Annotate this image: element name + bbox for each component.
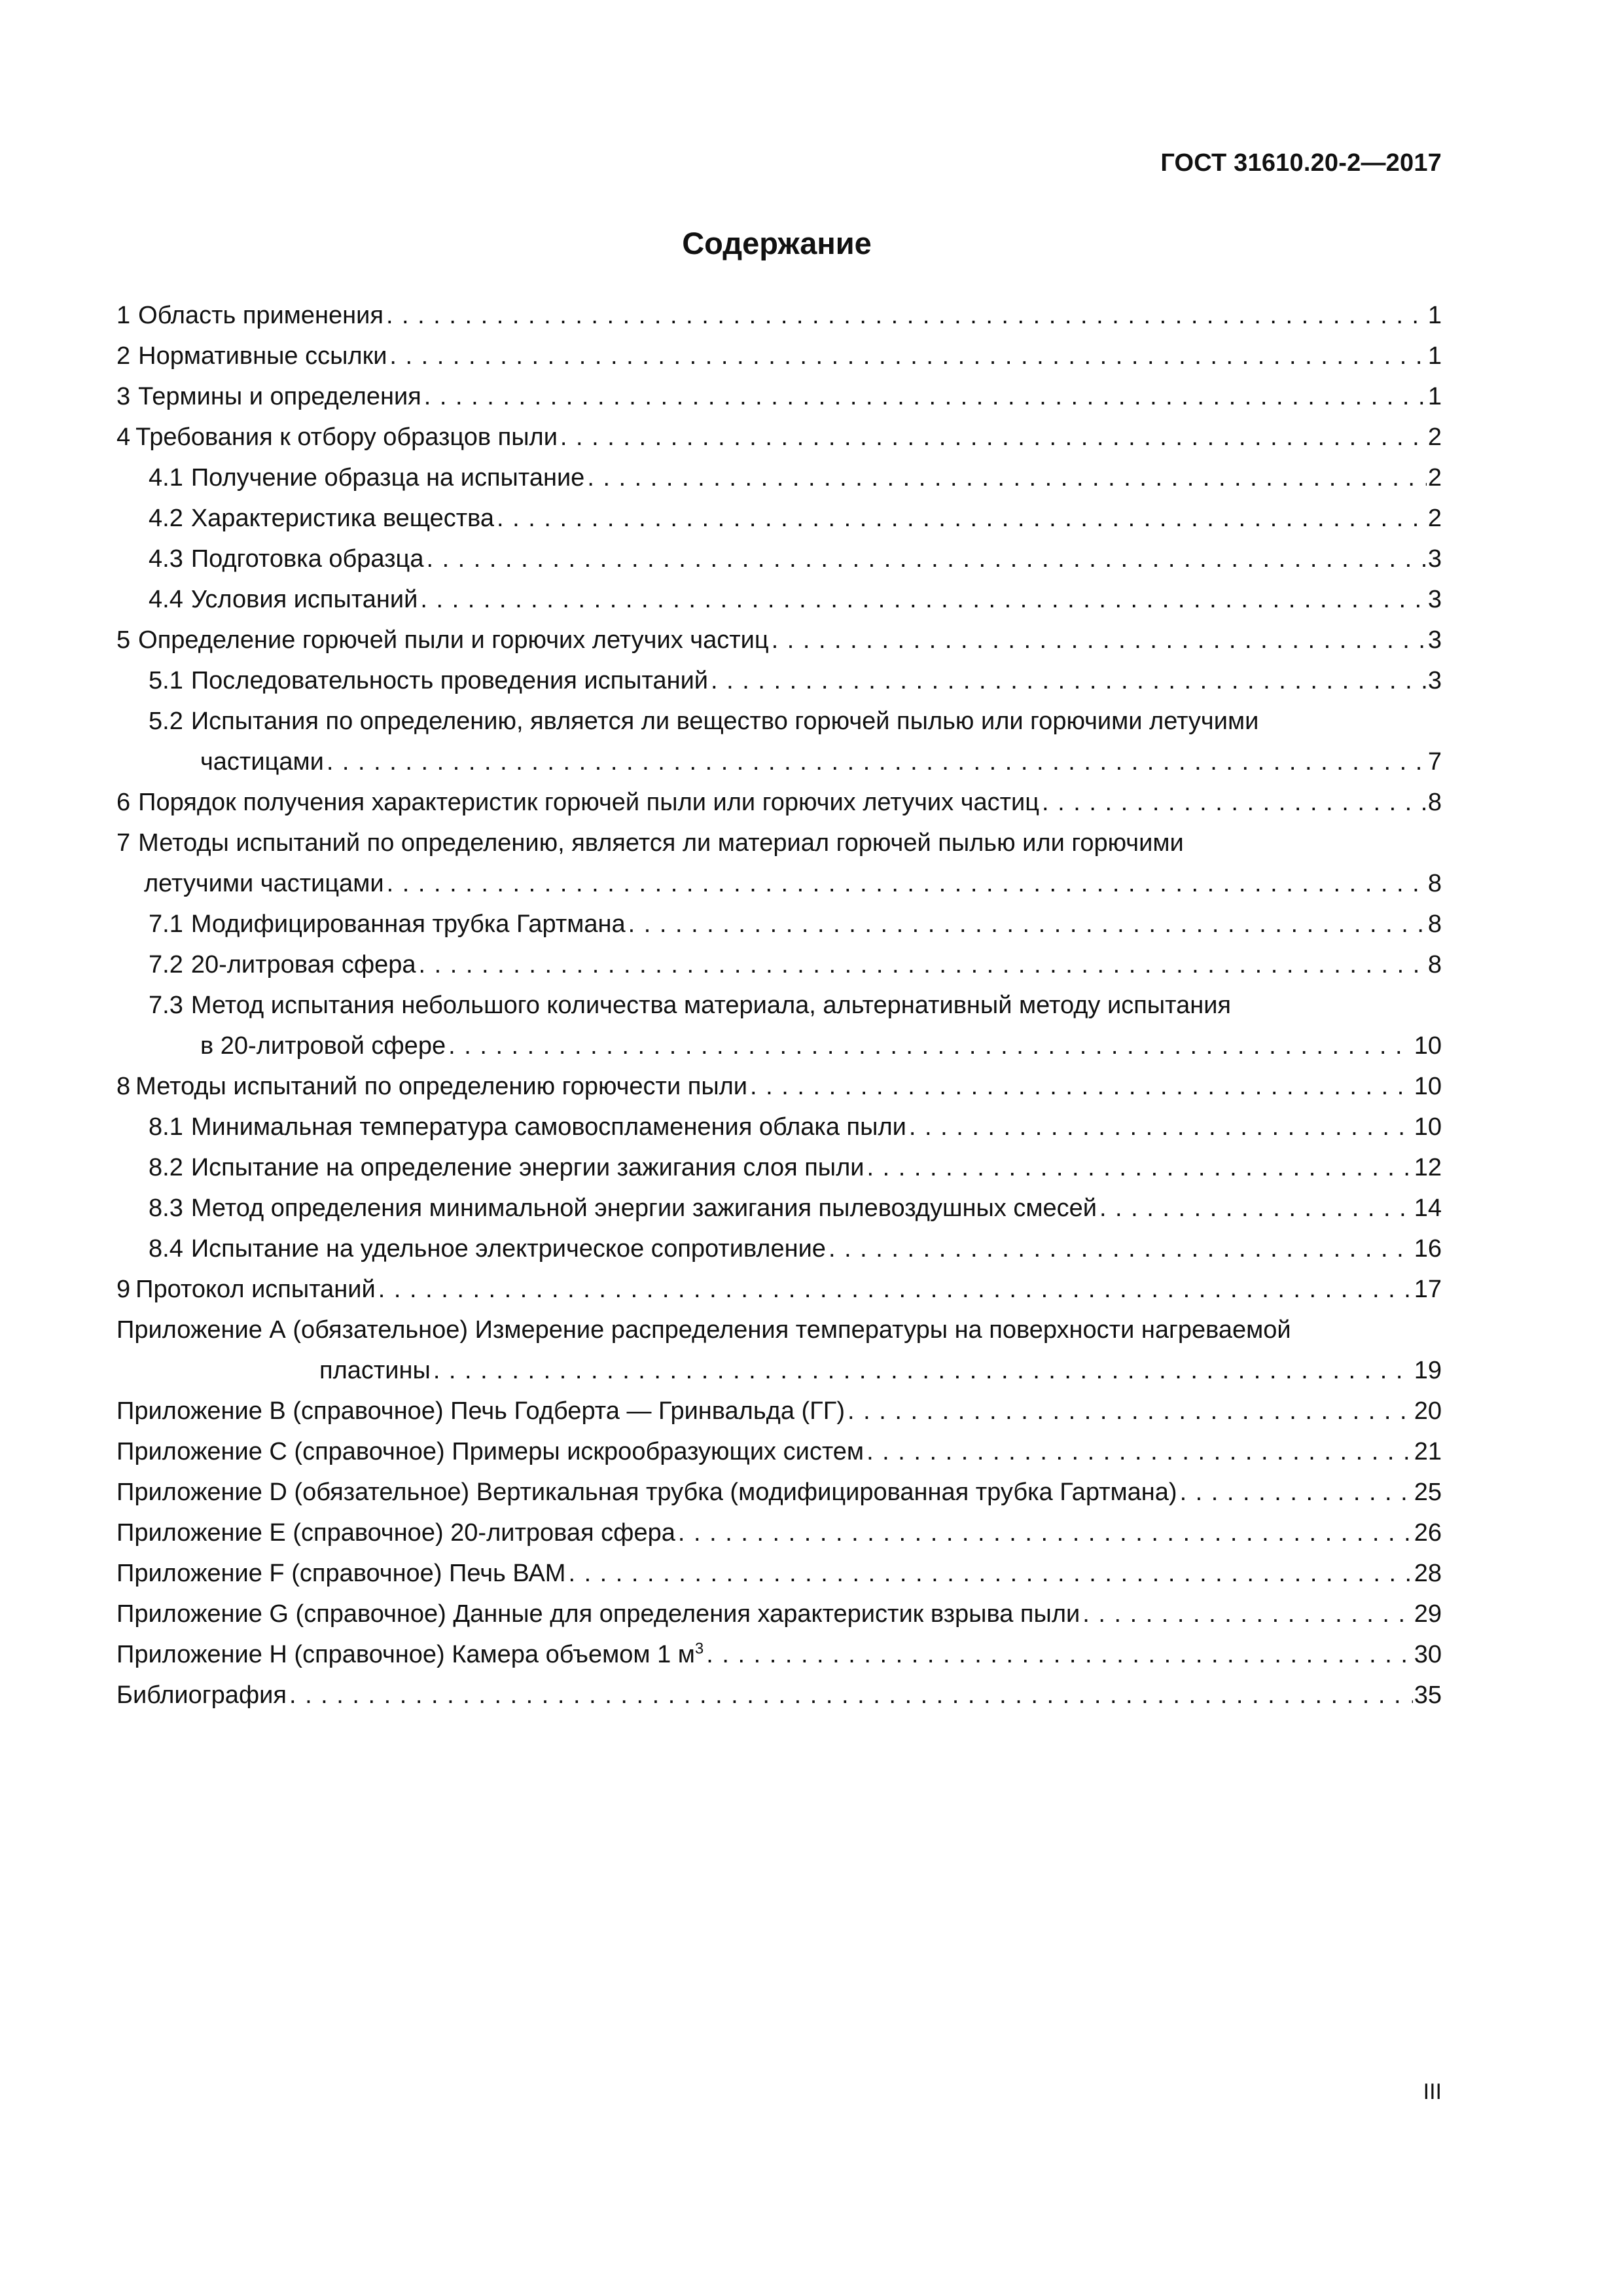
toc-page-number: 1: [1427, 383, 1442, 410]
toc-number: 3: [116, 383, 131, 410]
toc-entry[interactable]: [116, 1634, 1442, 1675]
toc-entry[interactable]: [116, 1229, 1442, 1269]
toc-title: Приложение С (справочное) Примеры искрообразующих систем: [116, 1438, 865, 1465]
dot-leader: [387, 863, 1427, 904]
toc-entry[interactable]: [116, 823, 1442, 904]
toc-entry[interactable]: [116, 1553, 1442, 1594]
dot-leader: [378, 1269, 1413, 1310]
toc-number: 5: [116, 626, 131, 654]
toc-page-number: 20: [1414, 1397, 1442, 1425]
toc-number: 7: [116, 829, 131, 857]
toc-page-number: 30: [1414, 1641, 1442, 1668]
toc-title: Приложение Н (справочное) Камера объемом 1 м: [116, 1641, 695, 1668]
dot-leader: [909, 1107, 1413, 1147]
toc-number: 5.2: [149, 708, 183, 735]
toc-title: Нормативные ссылки: [138, 342, 387, 370]
toc-entry[interactable]: [116, 1513, 1442, 1553]
toc-page-number: 10: [1414, 1032, 1442, 1060]
toc-title: Минимальная температура самовоспламенения облака пыли: [190, 1113, 906, 1141]
toc-page-number: 8: [1427, 870, 1442, 897]
toc-title: Термины и определения: [138, 383, 421, 410]
dot-leader: [568, 1553, 1412, 1594]
dot-leader: [433, 1350, 1413, 1391]
toc-title-continuation: летучими частицами: [144, 870, 384, 897]
toc-entry[interactable]: [116, 620, 1442, 660]
toc-page-number: 8: [1427, 789, 1442, 816]
dot-leader: [866, 1431, 1413, 1472]
toc-number: 2: [116, 342, 131, 370]
toc-page-number: 2: [1427, 423, 1442, 451]
toc-page-number: 16: [1414, 1235, 1442, 1263]
dot-leader: [424, 376, 1427, 417]
dot-leader: [448, 1026, 1413, 1066]
toc-page-number: 2: [1427, 505, 1442, 532]
toc-title: Подготовка образца: [190, 545, 424, 573]
toc-entry[interactable]: [116, 579, 1442, 620]
dot-leader: [1042, 782, 1427, 823]
toc-page-number: 1: [1427, 342, 1442, 370]
document-code: ГОСТ 31610.20-2—2017: [1160, 149, 1442, 177]
toc-page-number: 7: [1427, 748, 1442, 776]
toc-entry[interactable]: [116, 417, 1442, 457]
dot-leader: [327, 742, 1427, 782]
toc-number: 6: [116, 789, 131, 816]
toc-entry[interactable]: [116, 1594, 1442, 1634]
toc-entry[interactable]: [116, 1188, 1442, 1229]
toc-title: Получение образца на испытание: [190, 464, 585, 492]
toc-number: 8.4: [149, 1235, 183, 1263]
toc-number: 4: [116, 423, 131, 451]
toc-title-continuation: в 20-литровой сфере: [200, 1032, 446, 1060]
toc-number: 8: [116, 1073, 131, 1100]
toc-entry[interactable]: [116, 701, 1442, 782]
toc-title: 20-литровая сфера: [190, 951, 416, 978]
toc-page-number: 28: [1414, 1560, 1442, 1587]
toc-page-number: 3: [1427, 586, 1442, 613]
toc-title: Испытание на определение энергии зажигания слоя пыли: [190, 1154, 865, 1181]
toc-number: 8.1: [149, 1113, 183, 1141]
toc-title: Методы испытаний по определению, является ли материал горючей пылью или горючими: [138, 829, 1184, 857]
dot-leader: [420, 579, 1426, 620]
toc-title: Испытания по определению, является ли вещество горючей пылью или горючими летучими: [190, 708, 1259, 735]
toc-entry[interactable]: [116, 944, 1442, 985]
toc-page-number: 8: [1427, 910, 1442, 938]
toc-title: Метод испытания небольшого количества материала, альтернативный методу испытания: [190, 992, 1231, 1019]
dot-leader: [419, 944, 1427, 985]
toc-page-number: 14: [1414, 1194, 1442, 1222]
toc-entry[interactable]: [116, 660, 1442, 701]
toc-page-number: 25: [1414, 1479, 1442, 1506]
page-title: Содержание: [682, 226, 872, 260]
toc-entry[interactable]: [116, 1310, 1442, 1391]
dot-leader: [497, 498, 1427, 539]
toc-number: 5.1: [149, 667, 183, 694]
toc-page-number: 10: [1414, 1073, 1442, 1100]
toc-entry[interactable]: [116, 1066, 1442, 1107]
toc-page-number: 10: [1414, 1113, 1442, 1141]
toc-entry[interactable]: [116, 376, 1442, 417]
toc-entry[interactable]: [116, 295, 1442, 336]
dot-leader: [628, 904, 1427, 944]
toc-title-continuation: пластины: [319, 1357, 431, 1384]
toc-title: Порядок получения характеристик горючей пыли или горючих летучих частиц: [138, 789, 1040, 816]
toc-title: Приложение G (справочное) Данные для определения характеристик взрыва пыли: [116, 1600, 1080, 1628]
superscript-exponent: 3: [694, 1640, 704, 1658]
toc-page-number: 35: [1414, 1681, 1442, 1709]
dot-leader: [587, 457, 1427, 498]
toc-page-number: 26: [1414, 1519, 1442, 1547]
toc-number: 9: [116, 1276, 131, 1303]
toc-entry[interactable]: [116, 1472, 1442, 1513]
dot-leader: [1180, 1472, 1413, 1513]
toc-title: Методы испытаний по определению горючести пыли: [135, 1073, 748, 1100]
toc-entry[interactable]: [116, 336, 1442, 376]
toc-title: Приложение Е (справочное) 20-литровая сфера: [116, 1519, 675, 1547]
toc-title: Библиография: [116, 1681, 287, 1709]
dot-leader: [289, 1675, 1413, 1715]
toc-page-number: 19: [1414, 1357, 1442, 1384]
toc-page-number: 21: [1414, 1438, 1442, 1465]
toc-title: Условия испытаний: [190, 586, 418, 613]
toc-title: Приложение D (обязательное) Вертикальная трубка (модифицированная трубка Гартмана): [116, 1479, 1177, 1506]
toc-title: Протокол испытаний: [135, 1276, 376, 1303]
dot-leader: [1082, 1594, 1412, 1634]
toc-title-continuation: частицами: [200, 748, 324, 776]
toc-entry[interactable]: [116, 1391, 1442, 1431]
dot-leader: [711, 660, 1427, 701]
toc-entry[interactable]: [116, 1147, 1442, 1188]
dot-leader: [829, 1229, 1413, 1269]
toc-page-number: 12: [1414, 1154, 1442, 1181]
toc-title: Приложение F (справочное) Печь ВАМ: [116, 1560, 566, 1587]
dot-leader: [426, 539, 1426, 579]
toc-entry[interactable]: [116, 457, 1442, 498]
dot-leader: [389, 336, 1426, 376]
toc-entry[interactable]: [116, 782, 1442, 823]
toc-entry[interactable]: [116, 904, 1442, 944]
toc-entry[interactable]: [116, 539, 1442, 579]
toc-title: Область применения: [138, 302, 383, 329]
toc-number: 8.3: [149, 1194, 183, 1222]
toc-title: Требования к отбору образцов пыли: [135, 423, 558, 451]
toc-number: 8.2: [149, 1154, 183, 1181]
toc-entry[interactable]: [116, 1431, 1442, 1472]
dot-leader: [772, 620, 1427, 660]
dot-leader: [1099, 1188, 1413, 1229]
dot-leader: [678, 1513, 1413, 1553]
toc-page-number: 1: [1427, 302, 1442, 329]
toc-page-number: 29: [1414, 1600, 1442, 1628]
toc-number: 4.2: [149, 505, 183, 532]
toc-page-number: 2: [1427, 464, 1442, 492]
toc-title: Приложение А (обязательное) Измерение распределения температуры на поверхности нагреваемой: [116, 1316, 1291, 1344]
dot-leader: [867, 1147, 1413, 1188]
toc-entry[interactable]: [116, 498, 1442, 539]
toc-title: Характеристика вещества: [190, 505, 495, 532]
toc-title: Модифицированная трубка Гартмана: [190, 910, 626, 938]
toc-page-number: 8: [1427, 951, 1442, 978]
toc-number: 4.1: [149, 464, 183, 492]
table-of-contents: [116, 295, 1442, 1715]
toc-page-number: 3: [1427, 545, 1442, 573]
toc-entry[interactable]: [116, 1107, 1442, 1147]
toc-entry[interactable]: [116, 985, 1442, 1066]
toc-title: Определение горючей пыли и горючих летучих частиц: [138, 626, 769, 654]
toc-title: Приложение В (справочное) Печь Годберта — Гринвальда (ГГ): [116, 1397, 845, 1425]
toc-page-number: 17: [1414, 1276, 1442, 1303]
toc-number: 4.4: [149, 586, 183, 613]
page-number: III: [1423, 2079, 1442, 2104]
toc-title: Метод определения минимальной энергии зажигания пылевоздушных смесей: [190, 1194, 1097, 1222]
toc-entry[interactable]: [116, 1269, 1442, 1310]
toc-number: 1: [116, 302, 131, 329]
toc-number: 7.2: [149, 951, 183, 978]
toc-number: 4.3: [149, 545, 183, 573]
toc-title: Последовательность проведения испытаний: [190, 667, 709, 694]
toc-entry[interactable]: [116, 1675, 1442, 1715]
toc-number: 7.3: [149, 992, 183, 1019]
toc-page-number: 3: [1427, 667, 1442, 694]
dot-leader: [847, 1391, 1413, 1431]
dot-leader: [560, 417, 1427, 457]
toc-title: Испытание на удельное электрическое сопротивление: [190, 1235, 826, 1263]
dot-leader: [706, 1634, 1412, 1675]
toc-page-number: 3: [1427, 626, 1442, 654]
toc-number: 7.1: [149, 910, 183, 938]
dot-leader: [386, 295, 1427, 336]
dot-leader: [750, 1066, 1413, 1107]
